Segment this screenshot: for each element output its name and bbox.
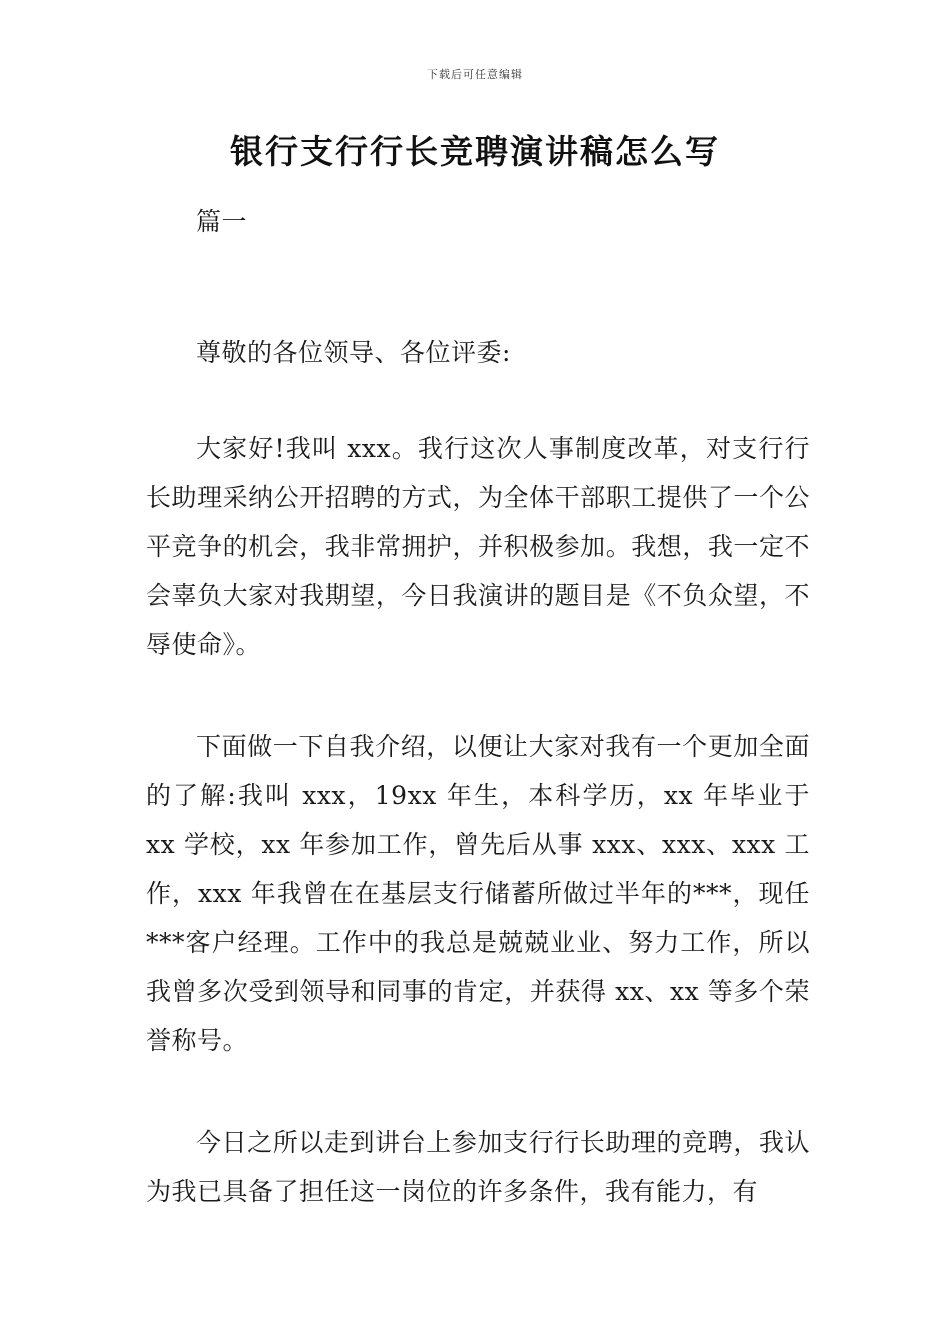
greeting-line: 尊敬的各位领导、各位评委: [196,338,511,367]
paragraph-introduction: 大家好!我叫 xxx。我行这次人事制度改革，对支行行长助理采纳公开招聘的方式，为全体干部职工提供了一个公平竞争的机会，我非常拥护，并积极参加。我想，我一定不会辜负大家对我期望，今日我演讲的题目是《不负众望，不辱使命》。 [146,434,810,659]
document-title: 银行支行行长竞聘演讲稿怎么写 [230,132,720,171]
paragraph-self-introduction: 下面做一下自我介绍，以便让大家对我有一个更加全面的了解:我叫 xxx，19xx 年生，本科学历，xx 年毕业于 xx 学校，xx 年参加工作，曾先后从事 xxx、xxx、xxx 工作，xxx 年我曾在在基层支行储蓄所做过半年的***，现任***客户经理。工作中的我总是兢兢业业、努力工作，所以我曾多次受到领导和同事的肯定，并获得 xx、xx 等多个荣誉称号。 [146,732,810,1055]
header-note: 下载后可任意编辑 [427,68,523,81]
section-label: 篇一 [196,207,248,236]
paragraph-qualifications: 今日之所以走到讲台上参加支行行长助理的竞聘，我认为我已具备了担任这一岗位的许多条件，我有能力，有 [146,1128,810,1206]
